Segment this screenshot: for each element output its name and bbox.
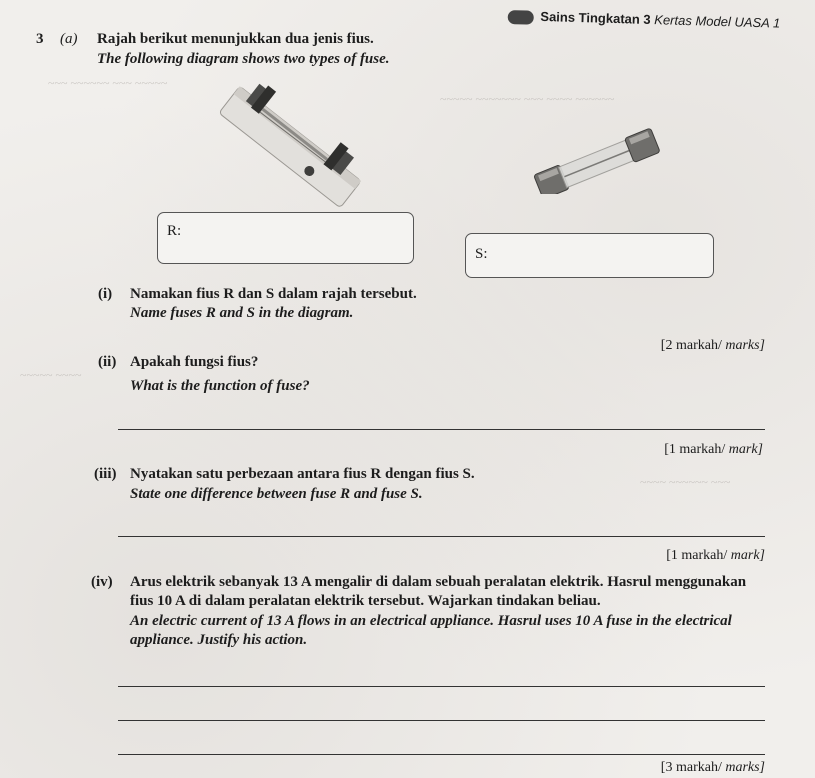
subq-iii-malay: Nyatakan satu perbezaan antara fius R dengan fius S.	[130, 466, 475, 482]
subq-iii-english: State one difference between fuse R and fuse S.	[130, 486, 423, 502]
bleed-through-text: ~~~~~ ~~~~~~~ ~~~ ~~~~ ~~~~~~	[440, 92, 615, 106]
answer-line[interactable]	[118, 429, 765, 430]
bleed-through-text: ~~~ ~~~~~~ ~~~ ~~~~~	[48, 76, 168, 90]
answer-line[interactable]	[118, 754, 765, 755]
header-book: Kertas Model UASA 1	[654, 12, 781, 31]
part-label: (a)	[60, 31, 78, 47]
subq-iv-english-2: appliance. Justify his action.	[130, 632, 308, 648]
subq-iv-malay-1: Arus elektrik sebanyak 13 A mengalir di dalam sebuah peralatan elektrik. Hasrul menggunakan	[130, 574, 747, 590]
answer-box-r[interactable]	[157, 212, 414, 264]
subq-i-malay: Namakan fius R dan S dalam rajah tersebut.	[130, 286, 417, 302]
bleed-through-text: ~~~~ ~~~~~~ ~~~	[640, 475, 731, 489]
answer-line[interactable]	[118, 720, 765, 721]
subq-ii-english: What is the function of fuse?	[130, 378, 310, 394]
fuse-r-diagram	[215, 82, 365, 212]
subq-i-english: Name fuses R and S in the diagram.	[130, 305, 354, 321]
fuse-s-diagram	[533, 128, 663, 194]
intro-malay: Rajah berikut menunjukkan dua jenis fius.	[97, 31, 374, 47]
subq-iv-english-1: An electric current of 13 A flows in an electrical appliance. Hasrul uses 10 A fuse in the electrical	[130, 613, 732, 629]
subq-iv-malay-2: fius 10 A di dalam peralatan elektrik tersebut. Wajarkan tindakan beliau.	[130, 593, 601, 609]
subq-i-marks: [2 markah/ marks]	[660, 338, 765, 353]
intro-english: The following diagram shows two types of fuse.	[97, 51, 390, 67]
subq-iii-marks: [1 markah/ mark]	[666, 548, 765, 563]
subq-iv-marks: [3 markah/ marks]	[660, 760, 765, 775]
header-subject: Sains Tingkatan 3	[540, 8, 651, 27]
bleed-through-text: ~~~~~ ~~~~	[20, 368, 82, 382]
label-r: R:	[167, 223, 182, 239]
subq-ii-malay: Apakah fungsi fius?	[130, 354, 259, 370]
label-s: S:	[475, 246, 488, 262]
answer-box-s[interactable]	[465, 233, 714, 278]
publisher-logo	[508, 10, 534, 25]
answer-line[interactable]	[118, 686, 765, 687]
subq-ii-marks: [1 markah/ mark]	[664, 442, 763, 457]
answer-line[interactable]	[118, 536, 765, 537]
subq-iv-number: (iv)	[91, 574, 113, 590]
subq-iii-number: (iii)	[94, 466, 117, 482]
subq-i-number: (i)	[98, 286, 113, 302]
subq-ii-number: (ii)	[98, 354, 117, 370]
question-number: 3	[36, 31, 44, 47]
